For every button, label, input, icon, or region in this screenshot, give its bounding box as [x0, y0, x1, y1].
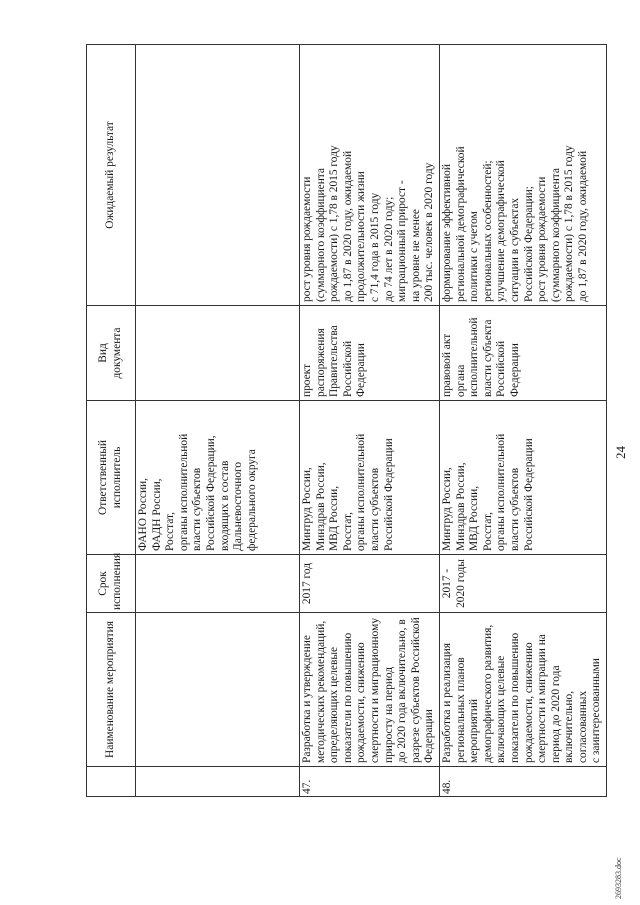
footer-file-name: 2693283.doc — [614, 857, 623, 899]
cell-period: 2017 - 2020 годы — [439, 555, 606, 613]
cell-doc-type: правовой акт органа исполнительной власти субъекта Российской Федерации — [439, 306, 606, 401]
table-header-row — [87, 45, 136, 797]
table-row-47 — [300, 45, 440, 797]
cell-doc-type — [136, 306, 300, 401]
table-row-48 — [439, 45, 606, 797]
cell-name — [136, 613, 300, 767]
header-result: Ожидаемый результат — [87, 45, 136, 306]
header-doc-type: Вид документа — [87, 306, 136, 401]
cell-doc-type: проект распоряжения Правительства Российской Федерации — [300, 306, 440, 401]
cell-name: Разработка и утверждение методических рекомендаций, определяющих целевые показатели по повышению рождаемости, снижению смертности и миграционному приросту на период до 2020 года включительно, в разрезе субъектов Российской Федерации — [300, 613, 440, 767]
cell-responsible: Минтруд России, Минздрав России, МВД России, Росстат, органы исполнительной власти субъектов Российской Федерации — [300, 401, 440, 555]
cell-period — [136, 555, 300, 613]
cell-num: 47. — [300, 767, 440, 797]
cell-result — [136, 45, 300, 306]
page-number: 24 — [613, 446, 628, 459]
cell-result: формирование эффективной региональной демографической политики с учетом региональных особенностей; улучшение демографической ситуации в субъектах Российской Федерации; рост уровня рождаемости (суммарного коэффициента рождаемости) с 1,78 в 2015 году до 1,87 в 2020 году, ожидаемой — [439, 45, 606, 306]
measures-table — [86, 44, 607, 797]
cell-name: Разработка и реализация региональных планов мероприятий демографического развития, включающих целевые показатели по повышению рождаемости, снижению смертности и миграции на период до 2020 года включительно, согласованных с заинтересованными — [439, 613, 606, 767]
header-responsible: Ответственный исполнитель — [87, 401, 136, 555]
table-row-continuation — [136, 45, 300, 797]
cell-result: рост уровня рождаемости (суммарного коэффициента рождаемости) с 1,78 в 2015 году до 1,87 в 2020 году, ожидаемой продолжительности жизни с 71,4 года в 2015 году до 74 лет в 2020 году; миграционный прирост - на уровне не менее 200 тыс. человек в 2020 году — [300, 45, 440, 306]
header-name: Наименование мероприятия — [87, 613, 136, 767]
cell-num — [136, 767, 300, 797]
cell-responsible: ФАНО России, ФАДН России, Росстат, органы исполнительной власти субъектов Российской Федерации, входящих в состав Дальневосточного федерального округа — [136, 401, 300, 555]
cell-num: 48. — [439, 767, 606, 797]
cell-period: 2017 год — [300, 555, 440, 613]
cell-responsible: Минтруд России, Минздрав России, МВД России, Росстат, органы исполнительной власти субъектов Российской Федерации — [439, 401, 606, 555]
header-num — [87, 767, 136, 797]
header-period: Срок исполнения — [87, 555, 136, 613]
